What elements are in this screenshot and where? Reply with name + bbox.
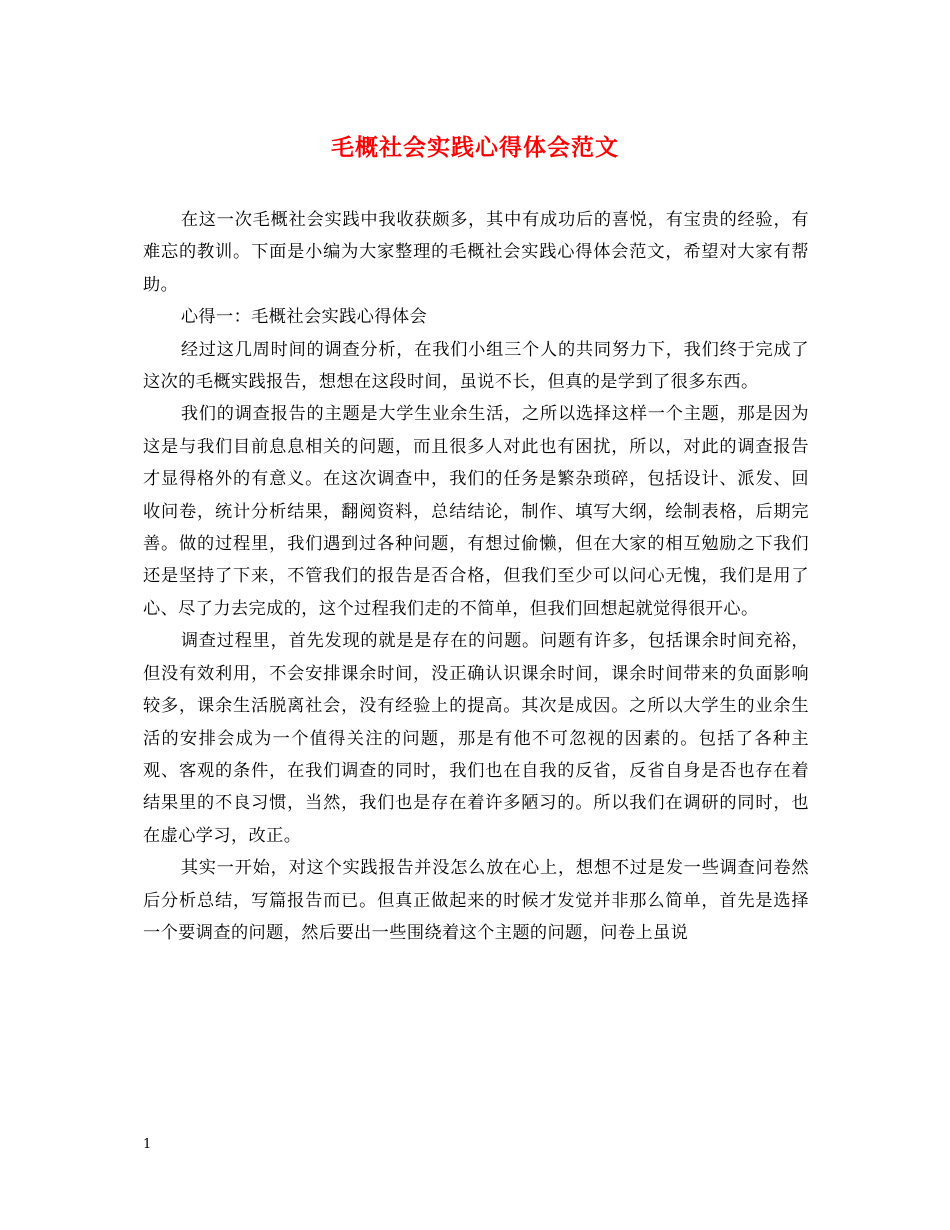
- paragraph: 其实一开始，对这个实践报告并没怎么放在心上，想想不过是发一些调查问卷然后分析总结，写篇报告而已。但真正做起来的时候才发觉并非那么简单，首先是选择一个要调查的问题，然后要出一些围绕着这个主题的问题，问卷上虽说: [143, 858, 809, 943]
- paragraph: 我们的调查报告的主题是大学生业余生活，之所以选择这样一个主题，那是因为这是与我们目前息息相关的问题，而且很多人对此也有困扰，所以，对此的调查报告才显得格外的有意义。在这次调查中，我们的任务是繁杂琐碎，包括设计、派发、回收问卷，统计分析结果，翻阅资料，总结结论，制作、填写大纲，绘制表格，后期完善。做的过程里，我们遇到过各种问题，有想过偷懒，但在大家的相互勉励之下我们还是坚持了下来，不管我们的报告是否合格，但我们至少可以问心无愧，我们是用了心、尽了力去完成的，这个过程我们走的不简单，但我们回想起就觉得很开心。: [143, 404, 809, 619]
- paragraph: 调查过程里，首先发现的就是是存在的问题。问题有许多，包括课余时间充裕，但没有效利用，不会安排课余时间，没正确认识课余时间，课余时间带来的负面影响较多，课余生活脱离社会，没有经验上的提高。其次是成因。之所以大学生的业余生活的安排会成为一个值得关注的问题，那是有他不可忽视的因素的。包括了各种主观、客观的条件，在我们调查的同时，我们也在自我的反省，反省自身是否也存在着结果里的不良习惯，当然，我们也是存在着许多陋习的。所以我们在调研的同时，也在虚心学习，改正。: [143, 631, 809, 846]
- paragraph: 经过这几周时间的调查分析，在我们小组三个人的共同努力下，我们终于完成了这次的毛概实践报告，想想在这段时间，虽说不长，但真的是学到了很多东西。: [143, 339, 809, 393]
- paragraph-intro: 在这一次毛概社会实践中我收获颇多，其中有成功后的喜悦，有宝贵的经验，有难忘的教训。下面是小编为大家整理的毛概社会实践心得体会范文，希望对大家有帮助。: [143, 210, 809, 295]
- section-heading: 心得一：毛概社会实践心得体会: [180, 307, 428, 328]
- page-number: 1: [143, 1137, 152, 1152]
- document-body: [143, 204, 809, 949]
- document-title: 毛概社会实践心得体会范文: [331, 134, 619, 161]
